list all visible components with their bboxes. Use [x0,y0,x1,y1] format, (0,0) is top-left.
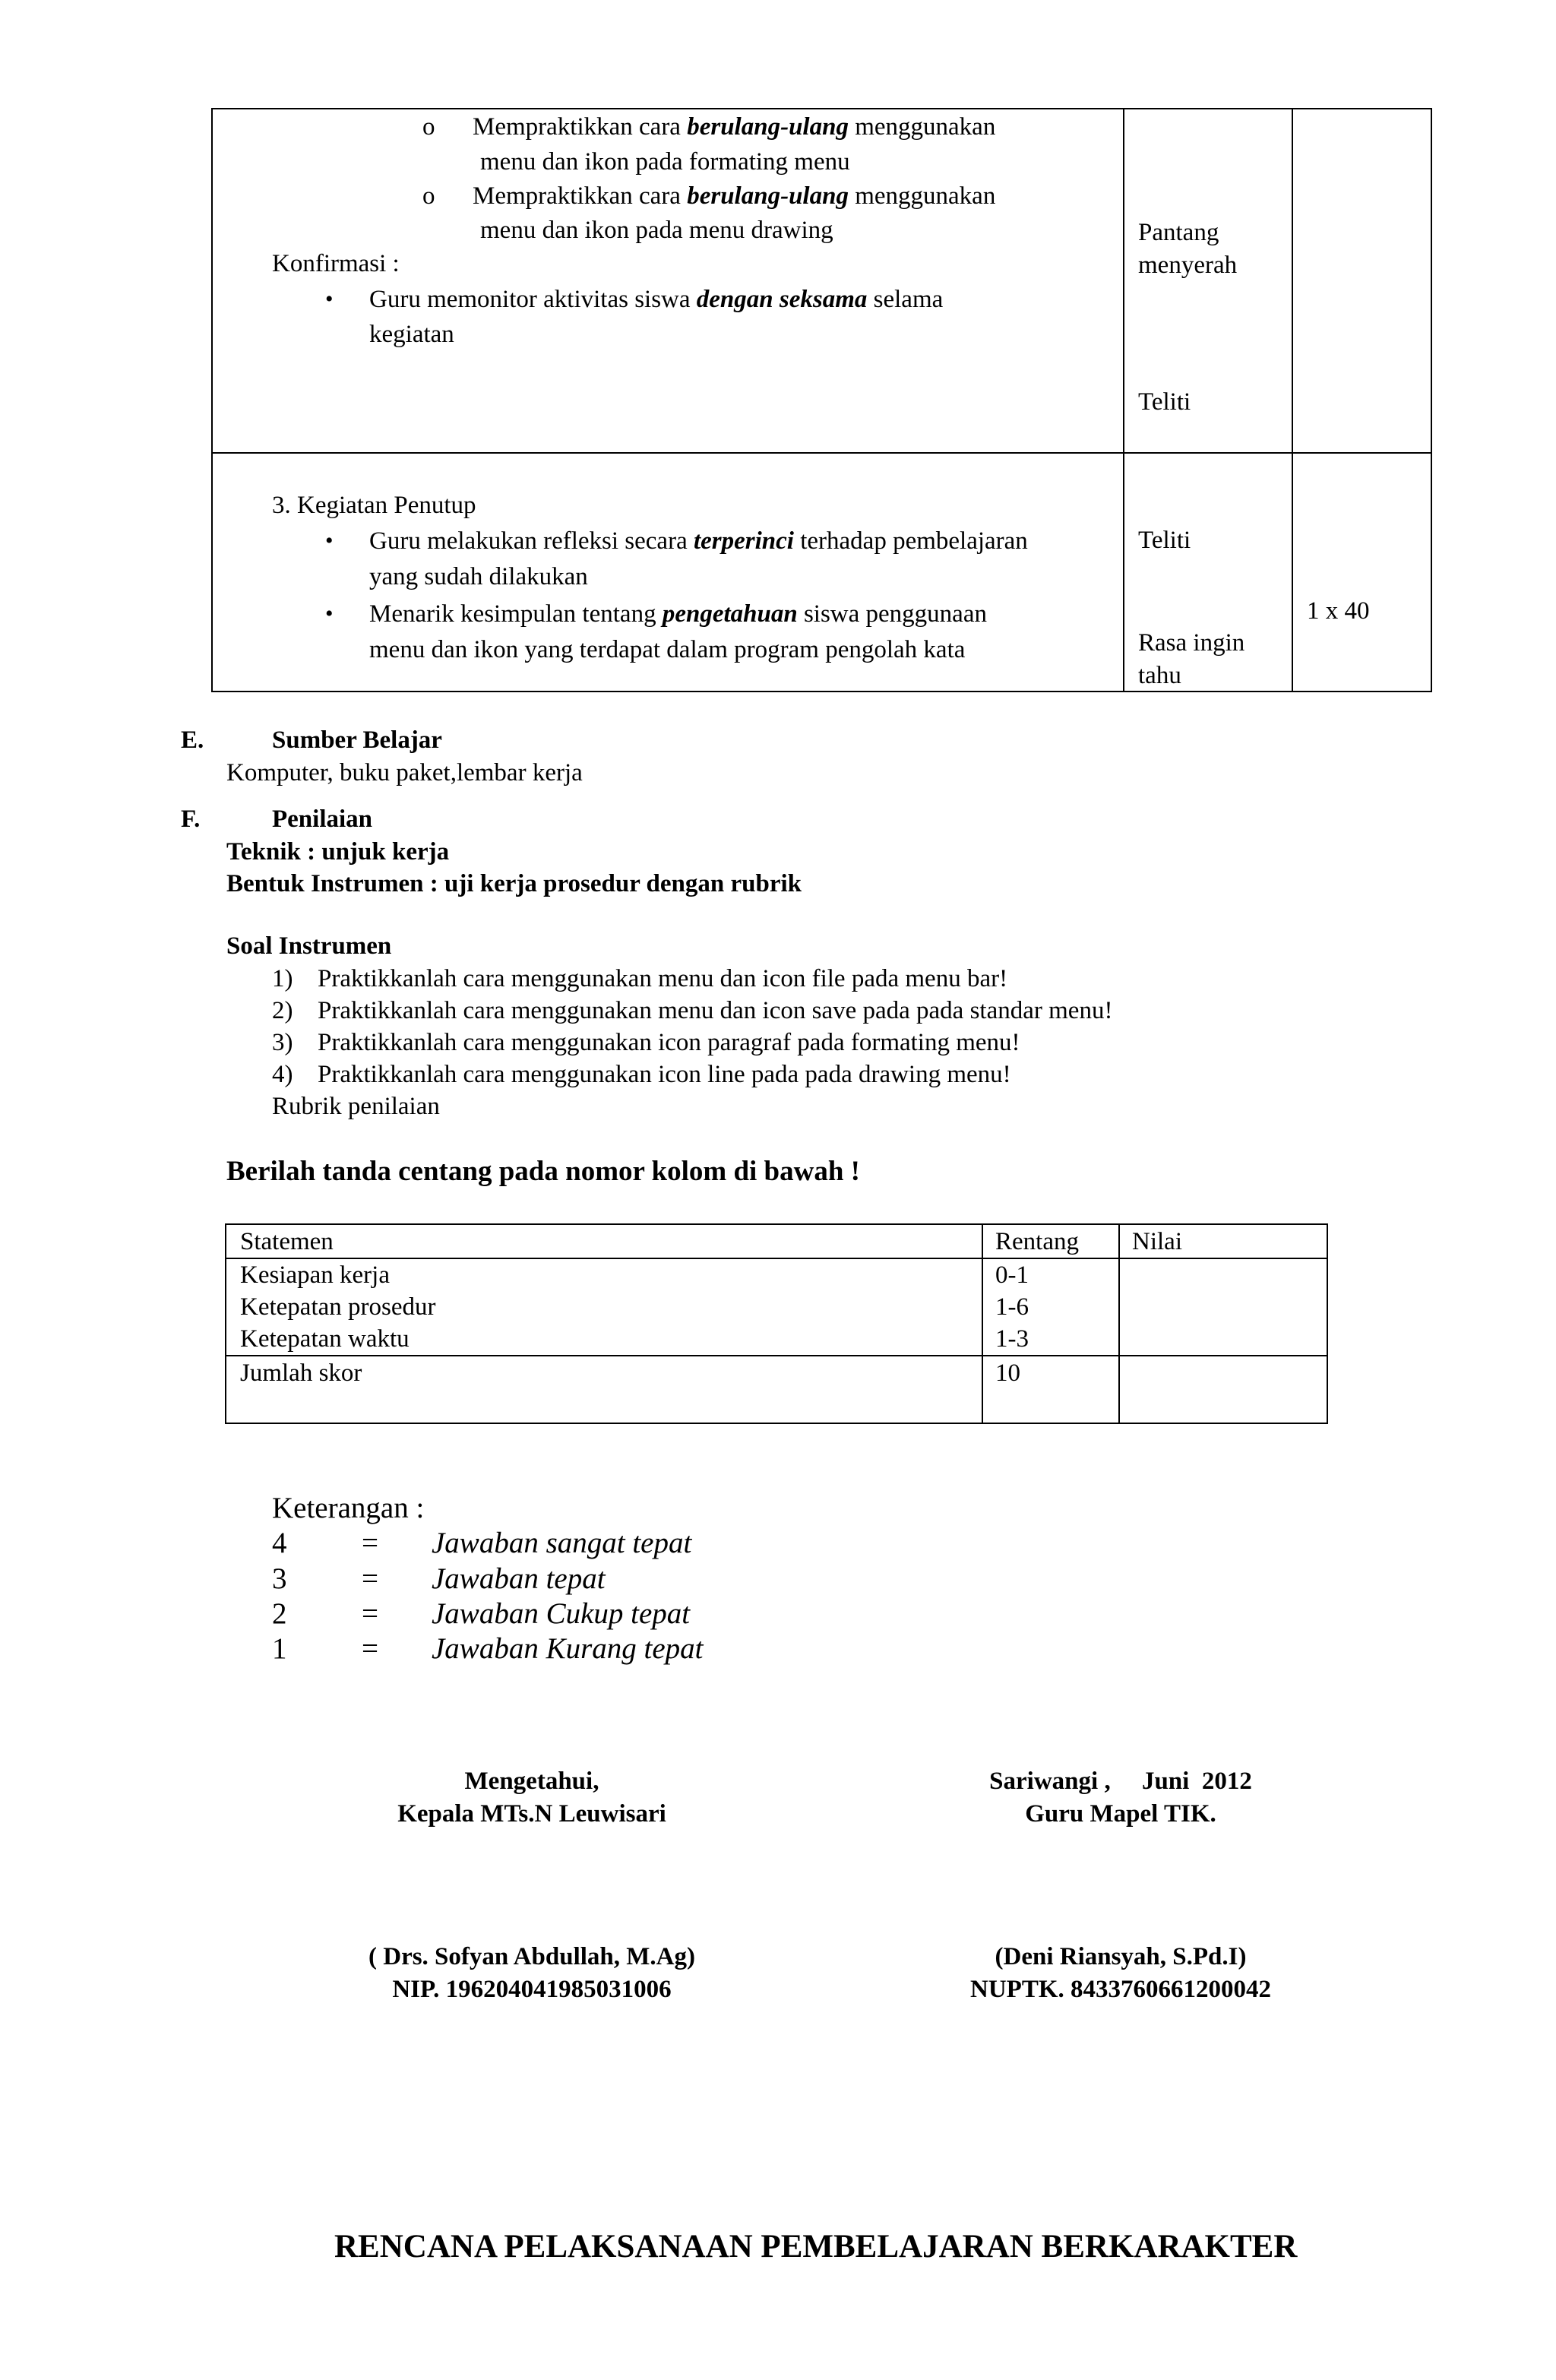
equals: = [362,1527,378,1559]
signature-position: Guru Mapel TIK. [1025,1800,1216,1828]
value-cell: menyerah [1138,252,1238,279]
soal-item: Praktikkanlah cara menggunakan icon line pada pada drawing menu! [318,1061,1011,1088]
signatory-id: NIP. 196204041985031006 [392,1976,672,2003]
table-header: Rentang [995,1228,1079,1255]
soal-number: 1) [272,965,293,992]
rubrik-label: Rubrik penilaian [272,1093,440,1120]
activity-line: Mempraktikkan cara berulang-ulang menggunakan [473,182,996,210]
signatory-id: NUPTK. 8433760661200042 [970,1976,1271,2003]
soal-item: Praktikkanlah cara menggunakan menu dan icon save pada pada standar menu! [318,997,1113,1024]
section-title: Sumber Belajar [272,726,442,754]
activity-line: Guru melakukan refleksi secara terperinci terhadap pembelajaran [369,527,1028,555]
table-header: Statemen [240,1228,334,1255]
signature-heading: Mengetahui, [464,1768,599,1795]
value-cell: Teliti [1138,527,1191,554]
table-cell: Ketepatan waktu [240,1325,410,1353]
score: 4 [272,1527,287,1559]
activity-line: o [422,113,435,141]
table-total-value: 10 [995,1359,1020,1387]
bullet-icon: • [325,528,334,553]
section-letter: F. [181,805,201,833]
activity-line: Mempraktikkan cara berulang-ulang menggunakan [473,113,996,141]
section-letter: E. [181,726,204,754]
keterangan-title: Keterangan : [272,1492,425,1524]
activity-line: menu dan ikon pada formating menu [480,148,850,176]
signature-position: Kepala MTs.N Leuwisari [397,1800,666,1828]
activity-line: o [422,182,435,210]
section-body: Komputer, buku paket,lembar kerja [226,759,583,786]
section-title: Penilaian [272,805,373,833]
value-cell: Teliti [1138,388,1191,416]
equals: = [362,1632,378,1665]
signatory-name: (Deni Riansyah, S.Pd.I) [995,1943,1247,1970]
activity-line: Guru memonitor aktivitas siswa dengan seksama selama [369,286,944,313]
signature-date: Sariwangi , Juni 2012 [989,1768,1252,1795]
activity-line: Konfirmasi : [272,250,400,277]
bullet-icon: • [325,601,334,626]
activity-line: menu dan ikon yang terdapat dalam program pengolah kata [369,636,966,663]
table-header: Nilai [1132,1228,1182,1255]
footer-title: RENCANA PELAKSANAAN PEMBELAJARAN BERKARAKTER [334,2229,1298,2264]
bentuk-line: Bentuk Instrumen : uji kerja prosedur dengan rubrik [226,870,802,897]
bullet-icon: • [325,286,334,312]
value-cell: Pantang [1138,219,1219,246]
activity-line: kegiatan [369,321,454,348]
score-description: Jawaban tepat [432,1562,606,1595]
instruction-text: Berilah tanda centang pada nomor kolom di bawah ! [226,1156,860,1187]
value-cell: tahu [1138,662,1181,689]
table-cell: 1-6 [995,1293,1029,1321]
table-cell: Kesiapan kerja [240,1261,390,1289]
score: 3 [272,1562,287,1595]
soal-number: 3) [272,1029,293,1056]
soal-item: Praktikkanlah cara menggunakan menu dan icon file pada menu bar! [318,965,1008,992]
score-description: Jawaban Kurang tepat [432,1632,704,1665]
soal-item: Praktikkanlah cara menggunakan icon paragraf pada formating menu! [318,1029,1020,1056]
signatory-name: ( Drs. Sofyan Abdullah, M.Ag) [368,1943,695,1970]
score: 1 [272,1632,287,1665]
score-description: Jawaban Cukup tepat [432,1597,691,1630]
activity-line: menu dan ikon pada menu drawing [480,217,833,244]
soal-number: 2) [272,997,293,1024]
teknik-line: Teknik : unjuk kerja [226,838,450,866]
value-cell: Rasa ingin [1138,629,1245,657]
soal-number: 4) [272,1061,293,1088]
equals: = [362,1562,378,1595]
table-cell: Ketepatan prosedur [240,1293,436,1321]
equals: = [362,1597,378,1630]
soal-title: Soal Instrumen [226,932,392,960]
activity-heading: 3. Kegiatan Penutup [272,492,476,519]
table-total-label: Jumlah skor [240,1359,362,1387]
time-allocation: 1 x 40 [1307,597,1370,625]
activity-line: Menarik kesimpulan tentang pengetahuan siswa penggunaan [369,600,987,628]
table-cell: 1-3 [995,1325,1029,1353]
table-cell: 0-1 [995,1261,1029,1289]
activity-line: yang sudah dilakukan [369,563,588,590]
score: 2 [272,1597,287,1630]
score-description: Jawaban sangat tepat [432,1527,692,1559]
